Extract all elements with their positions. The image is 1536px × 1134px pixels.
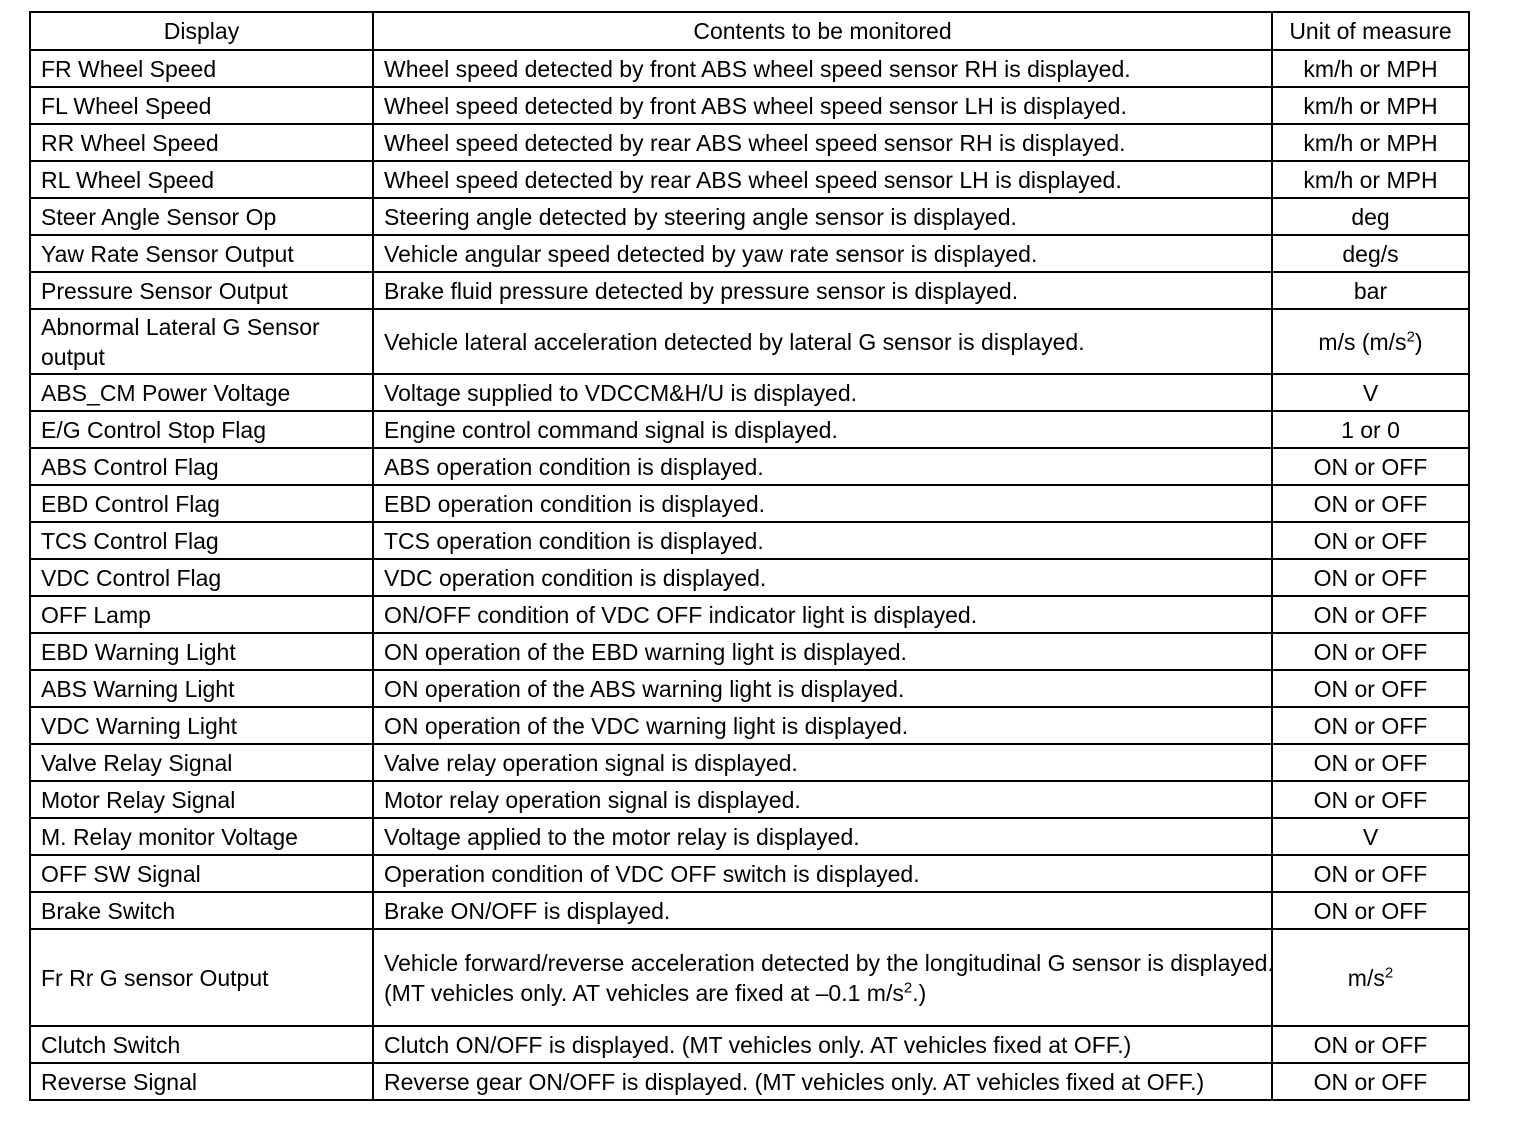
unit-cell: V: [1272, 818, 1469, 855]
display-cell: Yaw Rate Sensor Output: [30, 235, 373, 272]
display-cell: M. Relay monitor Voltage: [30, 818, 373, 855]
unit-cell: ON or OFF: [1272, 855, 1469, 892]
contents-cell: Valve relay operation signal is displayed.: [373, 744, 1272, 781]
table-row: [30, 707, 1469, 744]
table-row: [30, 235, 1469, 272]
unit-superscript: 2: [1384, 963, 1394, 981]
contents-superscript: 2: [903, 978, 913, 996]
unit-cell: ON or OFF: [1272, 1063, 1469, 1100]
table-row: [30, 272, 1469, 309]
unit-cell: ON or OFF: [1272, 596, 1469, 633]
table-row: [30, 411, 1469, 448]
display-cell: Motor Relay Signal: [30, 781, 373, 818]
monitor-table-wrapper: [29, 11, 1470, 1101]
unit-cell: V: [1272, 374, 1469, 411]
contents-cell: Voltage applied to the motor relay is displayed.: [373, 818, 1272, 855]
contents-cell: ON operation of the VDC warning light is displayed.: [373, 707, 1272, 744]
contents-cell: Voltage supplied to VDCCM&H/U is displayed.: [373, 374, 1272, 411]
header-unit: Unit of measure: [1272, 12, 1469, 50]
table-row: [30, 1063, 1469, 1100]
display-cell: OFF Lamp: [30, 596, 373, 633]
unit-cell: bar: [1272, 272, 1469, 309]
unit-cell: ON or OFF: [1272, 633, 1469, 670]
table-row: [30, 124, 1469, 161]
contents-line-1: Vehicle forward/reverse acceleration detected by the longitudinal G sensor is displayed.: [384, 949, 1274, 976]
display-cell: TCS Control Flag: [30, 522, 373, 559]
table-row: [30, 781, 1469, 818]
table-row: [30, 818, 1469, 855]
unit-cell: [1272, 929, 1469, 1026]
contents-cell: Wheel speed detected by front ABS wheel speed sensor RH is displayed.: [373, 50, 1272, 87]
display-cell: RL Wheel Speed: [30, 161, 373, 198]
table-row: [30, 892, 1469, 929]
display-line-2: output: [41, 343, 105, 370]
contents-cell: Vehicle angular speed detected by yaw rate sensor is displayed.: [373, 235, 1272, 272]
contents-cell: Brake ON/OFF is displayed.: [373, 892, 1272, 929]
table-row: [30, 309, 1469, 374]
unit-superscript: 2: [1406, 327, 1415, 345]
display-cell: OFF SW Signal: [30, 855, 373, 892]
display-cell: ABS Warning Light: [30, 670, 373, 707]
header-display: Display: [30, 12, 373, 50]
contents-cell: Steering angle detected by steering angle sensor is displayed.: [373, 198, 1272, 235]
unit-tail: ): [1414, 328, 1423, 355]
display-cell: EBD Warning Light: [30, 633, 373, 670]
unit-cell: ON or OFF: [1272, 781, 1469, 818]
unit-base: m/s (m/s: [1318, 328, 1407, 355]
table-row: [30, 448, 1469, 485]
unit-cell: ON or OFF: [1272, 1026, 1469, 1063]
contents-cell: VDC operation condition is displayed.: [373, 559, 1272, 596]
unit-cell: km/h or MPH: [1272, 50, 1469, 87]
contents-cell: [373, 929, 1272, 1026]
display-cell: Brake Switch: [30, 892, 373, 929]
contents-cell: Brake fluid pressure detected by pressure sensor is displayed.: [373, 272, 1272, 309]
contents-cell: TCS operation condition is displayed.: [373, 522, 1272, 559]
unit-cell: km/h or MPH: [1272, 124, 1469, 161]
contents-cell: EBD operation condition is displayed.: [373, 485, 1272, 522]
header-contents: Contents to be monitored: [373, 12, 1272, 50]
unit-cell: [1272, 309, 1469, 374]
table-row: [30, 596, 1469, 633]
unit-cell: km/h or MPH: [1272, 87, 1469, 124]
unit-cell: ON or OFF: [1272, 522, 1469, 559]
display-cell: E/G Control Stop Flag: [30, 411, 373, 448]
table-row: [30, 161, 1469, 198]
unit-cell: 1 or 0: [1272, 411, 1469, 448]
display-cell: Valve Relay Signal: [30, 744, 373, 781]
table-row: [30, 522, 1469, 559]
unit-cell: ON or OFF: [1272, 559, 1469, 596]
unit-cell: ON or OFF: [1272, 448, 1469, 485]
table-row: [30, 198, 1469, 235]
unit-cell: ON or OFF: [1272, 707, 1469, 744]
contents-cell: Reverse gear ON/OFF is displayed. (MT vehicles only. AT vehicles fixed at OFF.): [373, 1063, 1272, 1100]
display-cell: Steer Angle Sensor Op: [30, 198, 373, 235]
data-monitor-table: [29, 11, 1470, 1101]
table-row: [30, 559, 1469, 596]
contents-cell: ON operation of the EBD warning light is displayed.: [373, 633, 1272, 670]
contents-cell: Clutch ON/OFF is displayed. (MT vehicles only. AT vehicles fixed at OFF.): [373, 1026, 1272, 1063]
contents-line-2-tail: .): [912, 979, 927, 1006]
table-row: [30, 670, 1469, 707]
unit-base: m/s: [1347, 964, 1385, 991]
unit-cell: km/h or MPH: [1272, 161, 1469, 198]
contents-cell: ON/OFF condition of VDC OFF indicator light is displayed.: [373, 596, 1272, 633]
contents-cell: Operation condition of VDC OFF switch is displayed.: [373, 855, 1272, 892]
display-cell: VDC Warning Light: [30, 707, 373, 744]
table-row: [30, 855, 1469, 892]
display-cell: FR Wheel Speed: [30, 50, 373, 87]
display-cell: ABS Control Flag: [30, 448, 373, 485]
unit-cell: ON or OFF: [1272, 744, 1469, 781]
display-cell: Fr Rr G sensor Output: [30, 929, 373, 1026]
display-cell: FL Wheel Speed: [30, 87, 373, 124]
contents-cell: ABS operation condition is displayed.: [373, 448, 1272, 485]
display-cell: Clutch Switch: [30, 1026, 373, 1063]
table-row: [30, 485, 1469, 522]
display-cell: EBD Control Flag: [30, 485, 373, 522]
unit-cell: deg: [1272, 198, 1469, 235]
table-row: [30, 929, 1469, 1026]
contents-cell: Wheel speed detected by rear ABS wheel speed sensor LH is displayed.: [373, 161, 1272, 198]
display-cell: [30, 309, 373, 374]
unit-cell: ON or OFF: [1272, 892, 1469, 929]
table-row: [30, 744, 1469, 781]
contents-line-2: (MT vehicles only. AT vehicles are fixed at –0.1 m/s: [384, 979, 904, 1006]
contents-cell: Vehicle lateral acceleration detected by lateral G sensor is displayed.: [373, 309, 1272, 374]
table-row: [30, 87, 1469, 124]
table-row: [30, 374, 1469, 411]
contents-cell: Wheel speed detected by rear ABS wheel speed sensor RH is displayed.: [373, 124, 1272, 161]
display-cell: Reverse Signal: [30, 1063, 373, 1100]
display-cell: VDC Control Flag: [30, 559, 373, 596]
display-cell: RR Wheel Speed: [30, 124, 373, 161]
unit-cell: ON or OFF: [1272, 670, 1469, 707]
table-header-row: [30, 12, 1469, 50]
display-cell: ABS_CM Power Voltage: [30, 374, 373, 411]
contents-cell: Wheel speed detected by front ABS wheel speed sensor LH is displayed.: [373, 87, 1272, 124]
display-cell: Pressure Sensor Output: [30, 272, 373, 309]
table-row: [30, 50, 1469, 87]
contents-cell: Motor relay operation signal is displayed.: [373, 781, 1272, 818]
display-line-1: Abnormal Lateral G Sensor: [41, 313, 320, 340]
unit-cell: deg/s: [1272, 235, 1469, 272]
unit-cell: ON or OFF: [1272, 485, 1469, 522]
table-row: [30, 1026, 1469, 1063]
contents-cell: ON operation of the ABS warning light is displayed.: [373, 670, 1272, 707]
table-row: [30, 633, 1469, 670]
contents-cell: Engine control command signal is displayed.: [373, 411, 1272, 448]
